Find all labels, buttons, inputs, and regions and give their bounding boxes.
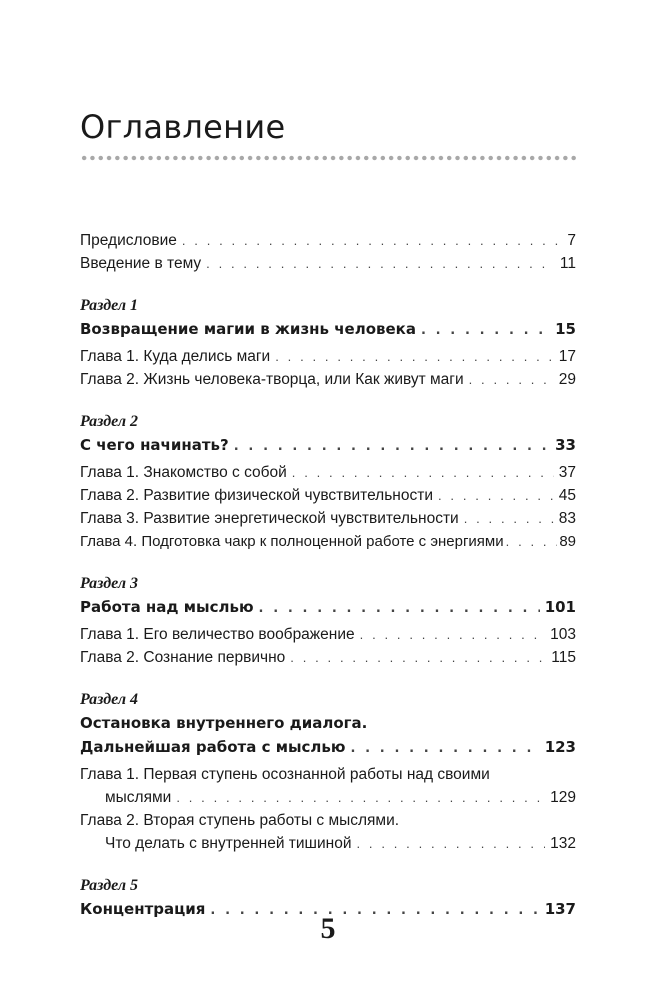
section-label: Раздел 1 [80,297,139,314]
toc-chapter-entry[interactable]: Глава 1. Знакомство с собой . . . 37 [80,461,576,484]
page-number: 5 [320,912,336,945]
toc-chapter-entry[interactable]: Что делать с внутренней тишиной . . . 132 [80,832,576,855]
toc-entry-introduction[interactable]: Введение в тему . . . 11 [80,252,576,275]
dotted-divider [80,154,576,162]
section-label: Раздел 4 [80,691,139,708]
toc-chapter-entry[interactable]: Глава 4. Подготовка чакр к полноценной работе с энергиями . . . 89 [80,530,576,553]
section-label: Раздел 2 [80,413,139,430]
toc-chapter-entry[interactable]: Глава 2. Сознание первично . . . 115 [80,646,576,669]
toc-chapter-entry[interactable]: Глава 3. Развитие энергетической чувствительности . . . 83 [80,507,576,530]
toc-chapter-line: Глава 1. Первая ступень осознанной работы над своими [80,766,490,783]
book-page [80,0,576,1000]
toc-chapter-entry[interactable]: Глава 1. Куда делись маги . . . 17 [80,345,576,368]
toc-section-heading[interactable]: Концентрация . . . 137 [80,897,576,921]
toc-section-heading[interactable]: С чего начинать? . . . 33 [80,433,576,457]
toc-entry-preface[interactable]: Предисловие . . . 7 [80,229,576,252]
section-label: Раздел 5 [80,877,139,894]
toc-section-heading[interactable]: Работа над мыслью . . . 101 [80,595,576,619]
section-label: Раздел 3 [80,575,139,592]
toc-chapter-line: Глава 2. Вторая ступень работы с мыслями. [80,812,400,829]
toc-chapter-entry[interactable]: Глава 1. Его величество воображение . . . 103 [80,623,576,646]
toc-section-heading[interactable]: Возвращение магии в жизнь человека . . . 15 [80,317,576,341]
page-title: Оглавление [80,108,286,146]
toc-chapter-entry[interactable]: мыслями . . . 129 [80,786,576,809]
toc-chapter-entry[interactable]: Глава 2. Жизнь человека-творца, или Как живут маги . . . 29 [80,368,576,391]
toc-section-heading-line: Остановка внутреннего диалога. [80,714,368,732]
toc-chapter-entry[interactable]: Глава 2. Развитие физической чувствительности . . . 45 [80,484,576,507]
table-of-contents [80,229,576,921]
toc-section-heading[interactable]: Дальнейшая работа с мыслью . . . 123 [80,735,576,759]
